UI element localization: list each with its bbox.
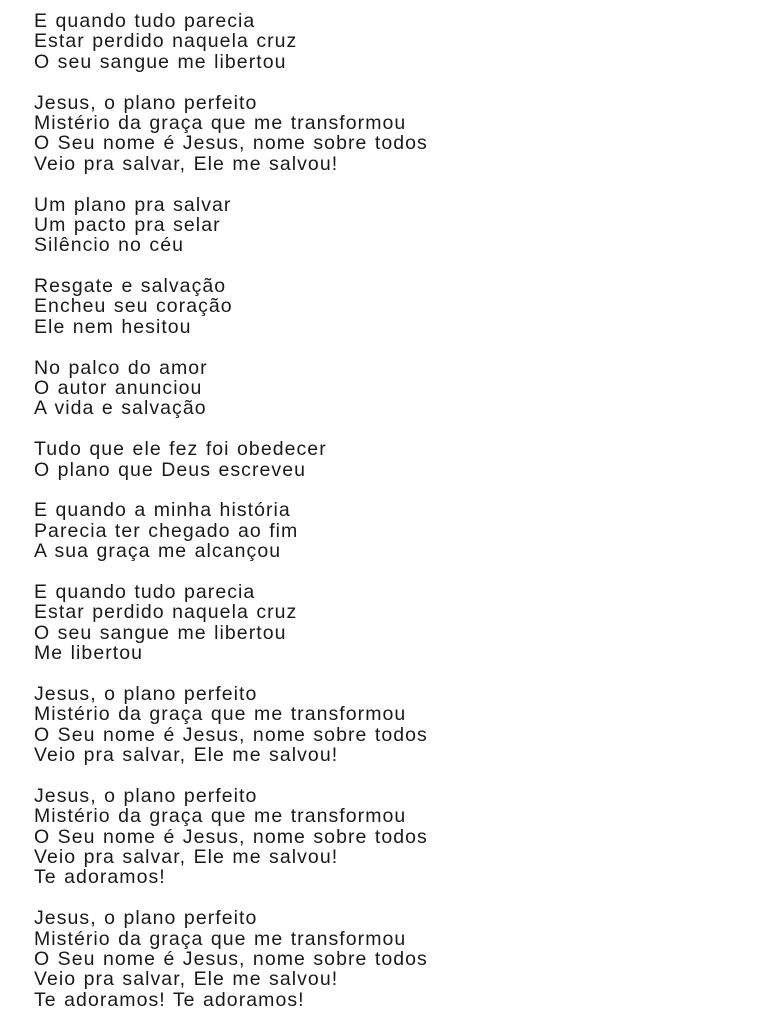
- lyric-line: O Seu nome é Jesus, nome sobre todos: [34, 132, 428, 155]
- lyric-line: Jesus, o plano perfeito: [34, 907, 258, 930]
- lyric-line: O Seu nome é Jesus, nome sobre todos: [34, 825, 428, 848]
- lyric-line: Jesus, o plano perfeito: [34, 784, 258, 807]
- stanza: [34, 439, 754, 480]
- stanza: [34, 276, 754, 337]
- lyric-line: O Seu nome é Jesus, nome sobre todos: [34, 723, 428, 746]
- lyric-line: O autor anunciou: [34, 377, 203, 400]
- lyric-line: Ele nem hesitou: [34, 315, 192, 338]
- stanza: [34, 786, 754, 888]
- lyric-line: E quando tudo parecia: [34, 10, 256, 32]
- lyric-line: O plano que Deus escreveu: [34, 458, 306, 481]
- lyric-line: Jesus, o plano perfeito: [34, 682, 258, 705]
- lyric-line: Veio pra salvar, Ele me salvou!: [34, 744, 339, 767]
- lyric-line: Mistério da graça que me transformou: [34, 703, 407, 726]
- stanza: [34, 11, 754, 72]
- lyric-line: Tudo que ele fez foi obedecer: [34, 438, 327, 461]
- lyric-line: O Seu nome é Jesus, nome sobre todos: [34, 947, 428, 970]
- lyric-line: Silêncio no céu: [34, 234, 185, 257]
- lyric-line: Um plano pra salvar: [34, 193, 232, 216]
- stanza: [34, 195, 754, 256]
- stanza: [34, 908, 754, 1010]
- lyric-line: A vida e salvação: [34, 397, 207, 420]
- lyric-line: E quando a minha história: [34, 499, 291, 522]
- lyric-line: Parecia ter chegado ao fim: [34, 519, 299, 542]
- lyric-line: Estar perdido naquela cruz: [34, 601, 298, 624]
- stanza: [34, 684, 754, 766]
- lyric-line: Resgate e salvação: [34, 275, 227, 298]
- lyric-line: Mistério da graça que me transformou: [34, 805, 407, 828]
- lyric-line: Encheu seu coração: [34, 295, 233, 318]
- lyric-line: Estar perdido naquela cruz: [34, 30, 298, 53]
- stanza: [34, 582, 754, 664]
- lyric-line: No palco do amor: [34, 356, 208, 379]
- lyric-line: E quando tudo parecia: [34, 580, 256, 603]
- lyric-line: Mistério da graça que me transformou: [34, 927, 407, 950]
- stanza: [34, 500, 754, 561]
- stanza: [34, 93, 754, 175]
- lyric-line: O seu sangue me libertou: [34, 50, 287, 73]
- lyric-line: Veio pra salvar, Ele me salvou!: [34, 846, 339, 869]
- lyric-line: Veio pra salvar, Ele me salvou!: [34, 152, 339, 175]
- lyric-line: O seu sangue me libertou: [34, 621, 287, 644]
- lyric-line: Veio pra salvar, Ele me salvou!: [34, 968, 339, 991]
- stanza: [34, 358, 754, 419]
- lyric-line: Um pacto pra selar: [34, 213, 221, 236]
- lyric-line: Mistério da graça que me transformou: [34, 111, 407, 134]
- lyric-line: Te adoramos! Te adoramos!: [34, 988, 305, 1011]
- lyric-line: Te adoramos!: [34, 866, 166, 889]
- lyric-line: Jesus, o plano perfeito: [34, 91, 258, 114]
- lyrics-text: [34, 11, 754, 1031]
- lyric-line: Me libertou: [34, 642, 144, 665]
- lyric-line: A sua graça me alcançou: [34, 540, 282, 563]
